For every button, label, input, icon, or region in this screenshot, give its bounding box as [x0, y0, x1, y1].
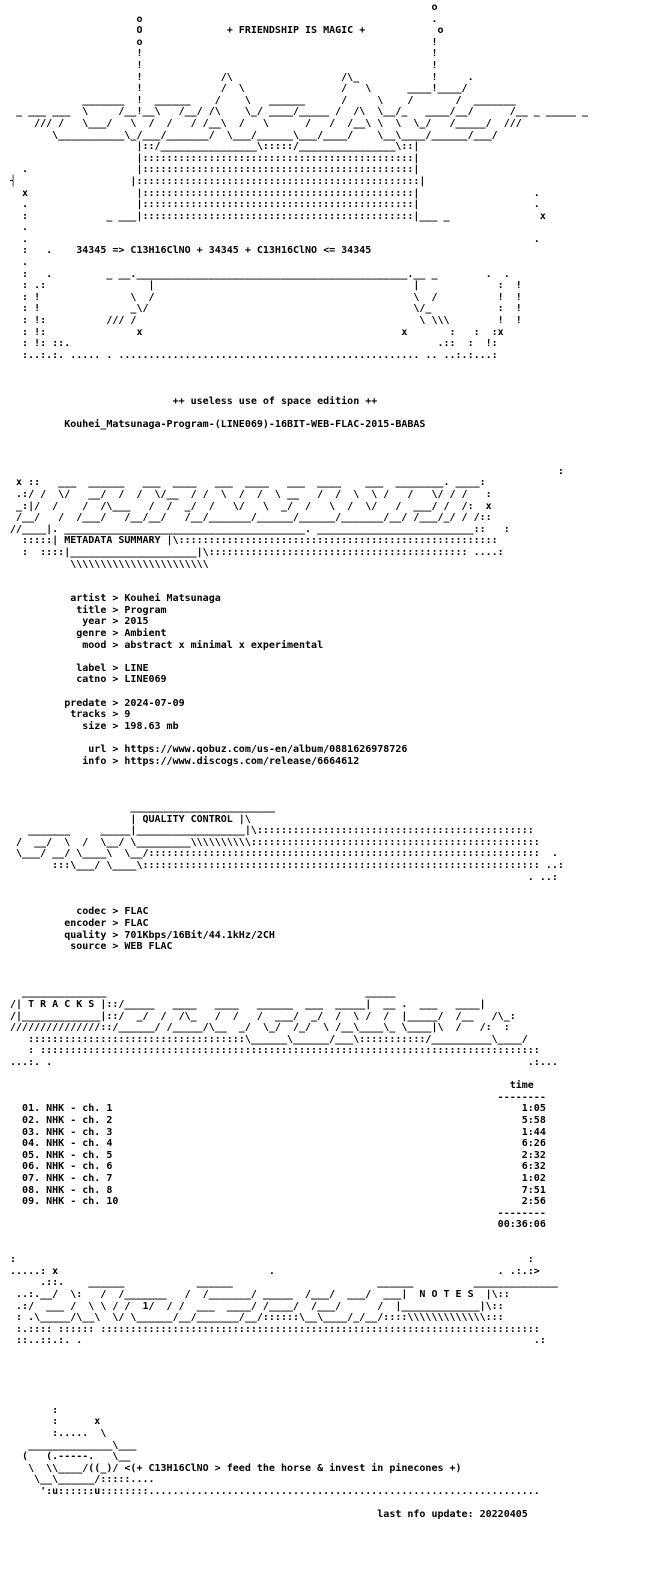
nfo-line: O + FRIENDSHIP IS MAGIC + o — [4, 25, 444, 37]
nfo-line: \ \\____/((_)/ <(+ C13H16ClNO > feed the horse & invest in pinecones +) — [4, 1462, 462, 1474]
nfo-line: . . — [4, 233, 540, 245]
nfo-line: .....: x . . .:.:> — [4, 1265, 540, 1277]
nfo-line: \\\\\\\\\\\\\\\\\\\\\\\ — [4, 558, 209, 570]
nfo-line: _ ___ ___ \ /__!__\ /__/ /\ \_/ ____/_____ / /\ \__/_ ____/__/ /__ _ _____ _ — [4, 106, 588, 118]
nfo-line: o . — [4, 13, 438, 25]
nfo-line: .::. ______ ______ ______ ______________ — [4, 1277, 558, 1289]
nfo-line: ______________\___ — [4, 1439, 137, 1451]
nfo-line: : !: x x : : :x — [4, 326, 504, 338]
nfo-line: encoder > FLAC — [4, 917, 149, 929]
nfo-line: :..... \ — [4, 1428, 107, 1440]
nfo-line: info > https://www.discogs.com/release/6664612 — [4, 755, 360, 767]
nfo-line: ':u::::::u::::::::................................................................. — [4, 1486, 540, 1497]
nfo-line: ! ! — [4, 48, 438, 60]
nfo-line: //____|. ________________________________________. __________________________:: : — [4, 523, 510, 535]
nfo-line: .:/ / \/ __/ / / \/__ / / \ / / \ __ / / \ \ / / \/ / / : — [4, 488, 492, 500]
nfo-line: /__/ / /___/ /__/__/ /__/_______/______/______/_______/__/ /___/_/ / /:: — [4, 512, 492, 524]
nfo-line: 00:36:06 — [4, 1219, 546, 1231]
nfo-line: catno > LINE069 — [4, 674, 167, 686]
nfo-line: \__\______/:::::.... — [4, 1474, 155, 1486]
nfo-line: : .\_____/\__\ \/ \______/__/_______/__/::::::\__\____/_/__/::::\\\\\\\\\\\\\::: — [4, 1312, 504, 1324]
nfo-line: ::..::.:. . .: — [4, 1335, 546, 1347]
nfo-line: : . _ __._____________________________________________.__ _ . . — [4, 268, 510, 280]
nfo-line: :::::| METADATA SUMMARY |\::::::::::::::::::::::::::::::::::::::::::::::::::::: — [4, 535, 498, 547]
nfo-line: : ! \ / \ / ! ! — [4, 291, 522, 303]
nfo-line: ++ useless use of space edition ++ — [4, 396, 378, 408]
nfo-line: 06. NHK - ch. 6 6:32 — [4, 1161, 546, 1173]
nfo-line: mood > abstract x minimal x experimental — [4, 639, 324, 651]
nfo-line: genre > Ambient — [4, 628, 167, 640]
nfo-line: predate > 2024-07-09 — [4, 697, 185, 709]
nfo-line: . ..: — [4, 871, 558, 883]
nfo-line: Kouhei_Matsunaga-Program-(LINE069)-16BIT-WEB-FLAC-2015-BABAS — [4, 419, 426, 431]
nfo-line: -------- — [4, 1207, 546, 1219]
nfo-line: 04. NHK - ch. 4 6:26 — [4, 1138, 546, 1150]
nfo-line: ! ! — [4, 59, 438, 71]
nfo-line: : !: /// / \ \\\ ! ! — [4, 315, 522, 327]
nfo-line: ! /\ /\_ ! . — [4, 71, 474, 83]
nfo-line: 01. NHK - ch. 1 1:05 — [4, 1103, 546, 1115]
nfo-line: quality > 701Kbps/16Bit/44.1kHz/2CH — [4, 929, 275, 941]
nfo-line: o ! — [4, 36, 438, 48]
nfo-line: : ::::::::::::::::::::::::::::::::::::::::::::::::::::::::::::::::::::::::::::::::::: — [4, 1045, 540, 1057]
nfo-line: ///////////////::/______/ /_____/\__ _/ \_/ /_/ \ /__\____\_ \____|\ / /: : — [4, 1022, 510, 1034]
nfo-line: 08. NHK - ch. 8 7:51 — [4, 1184, 546, 1196]
nfo-line: _______ _____|__________________|\:::::::::::::::::::::::::::::::::::::::::::::: — [4, 825, 534, 837]
nfo-line: . — [4, 257, 29, 269]
nfo-line: : _ ___|:::::::::::::::::::::::::::::::::::::::::::::|___ _ x — [4, 210, 546, 222]
nfo-line: |:::::::::::::::::::::::::::::::::::::::::::::| — [4, 152, 420, 164]
nfo-line: ┤ |:::::::::::::::::::::::::::::::::::::::::::::::| — [4, 175, 426, 187]
nfo-line: _:|/ / / /\___ / / _/ / \/ \ _/ / \ / \/ / ___/ / /: x — [4, 500, 492, 512]
nfo-line: :::\___/ \____\:::::::::::::::::::::::::::::::::::::::::::::::::::::::::::::::::: ..: — [4, 859, 564, 871]
nfo-line: year > 2015 — [4, 616, 149, 628]
nfo-line: 09. NHK - ch. 10 2:56 — [4, 1196, 546, 1208]
nfo-line: artist > Kouhei Matsunaga — [4, 593, 221, 605]
nfo-line: 07. NHK - ch. 7 1:02 — [4, 1172, 546, 1184]
nfo-line: o — [4, 2, 438, 13]
nfo-line: /|_____________|::/ _/ / /\_ / / / ___/ _/ / \ / / |_____/ /__ /\_: — [4, 1010, 516, 1022]
nfo-line: ______________ _____ — [4, 987, 396, 999]
nfo-line: ...:. . .:... — [4, 1057, 558, 1069]
nfo-line: : — [4, 1404, 59, 1416]
nfo-line: tracks > 9 — [4, 709, 131, 721]
nfo-line: last nfo update: 20220405 — [4, 1509, 528, 1521]
nfo-line: _______ ! ______ / \ ______ / \ / / _______ — [4, 94, 516, 106]
nfo-line: / __/ \ / \__/ \_________\\\\\\\\\\:::::::::::::::::::::::::::::::::::::::::::::::: — [4, 836, 540, 848]
nfo-line: ::::::::::::::::::::::::::::::::::::\______\______/___\:::::::::::/__________\____/ — [4, 1033, 528, 1045]
nfo-line: : . 34345 => C13H16ClNO + 34345 + C13H16ClNO <= 34345 — [4, 245, 372, 257]
nfo-line: source > WEB FLAC — [4, 941, 173, 953]
nfo-line: /// / \___/ \ / / / /__\ / \ / / /__\ \ \ \_/ /_____/ /// — [4, 117, 522, 129]
nfo-line: -------- — [4, 1091, 546, 1103]
nfo-line: ! / \ / \ ____!____/ — [4, 83, 468, 95]
nfo-line: : ::::|_____________________|\::::::::::::::::::::::::::::::::::::::::::: ....: — [4, 546, 504, 558]
nfo-line: codec > FLAC — [4, 906, 149, 918]
nfo-line: .:/ ___ / \ \ / / 1/ / / ___ ____/ /____/ /___/ / |_____________|\:: — [4, 1300, 504, 1312]
nfo-line: :.:::: :::::: ::::::::::::::::::::::::::::::::::::::::::::::::::::::::::::::::::::::::: — [4, 1323, 540, 1335]
nfo-line: : ! _\/ \/_ : ! — [4, 303, 522, 315]
nfo-line: : !: ::. .:: : !: — [4, 338, 498, 350]
nfo-line: 02. NHK - ch. 2 5:58 — [4, 1115, 546, 1126]
nfo-line: x |:::::::::::::::::::::::::::::::::::::::::::::| . — [4, 187, 540, 199]
nfo-line: : .: | | : ! — [4, 280, 522, 292]
nfo-line: : : — [4, 1254, 534, 1266]
nfo-line: 03. NHK - ch. 3 1:44 — [4, 1126, 546, 1138]
nfo-line: ( (.-----. \__ — [4, 1451, 131, 1463]
nfo-line: : x — [4, 1416, 101, 1428]
nfo-line: size > 198.63 mb — [4, 720, 179, 732]
nfo-line: 05. NHK - ch. 5 2:32 — [4, 1149, 546, 1161]
nfo-line: ..:.__/ \: / /_______ / /_______/ _____ /___/ ___/ ___| N O T E S |\:: — [4, 1288, 510, 1300]
nfo-line: url > https://www.qobuz.com/us-en/album/0881626978726 — [4, 744, 408, 755]
nfo-line: time — [4, 1080, 534, 1092]
nfo-line: \___________\_/___/_______/ \___/______\___/____/ \__\____/______/___/ — [4, 129, 498, 141]
nfo-line: label > LINE — [4, 662, 149, 674]
nfo-line: |::/________________\:::::/________________\::| — [4, 141, 420, 153]
nfo-line: . |:::::::::::::::::::::::::::::::::::::::::::::| . — [4, 199, 540, 211]
nfo-line: . |:::::::::::::::::::::::::::::::::::::::::::::| — [4, 164, 420, 176]
nfo-line: title > Program — [4, 604, 167, 616]
nfo-line: /| T R A C K S |::/_____ ____ ____ ______ ___ _____| __ . ___ ____| — [4, 999, 486, 1011]
nfo-line: . — [4, 222, 29, 234]
nfo-line: ________________________ — [4, 801, 275, 813]
nfo-line: \___/ __/ \____\ \__/::::::::::::::::::::::::::::::::::::::::::::::::::::::::::::::::: . — [4, 848, 558, 860]
nfo-line: | QUALITY CONTROL |\ — [4, 813, 251, 825]
nfo-line: :..:.:. ..... . .................................................. .. ..:.:...: — [4, 349, 498, 361]
nfo-document — [4, 2, 588, 1521]
nfo-line: x :: ___ ______ ___ ____ ___ ____ ___ ____ ___ ________. ____: — [4, 477, 486, 489]
nfo-line: : — [4, 465, 564, 477]
